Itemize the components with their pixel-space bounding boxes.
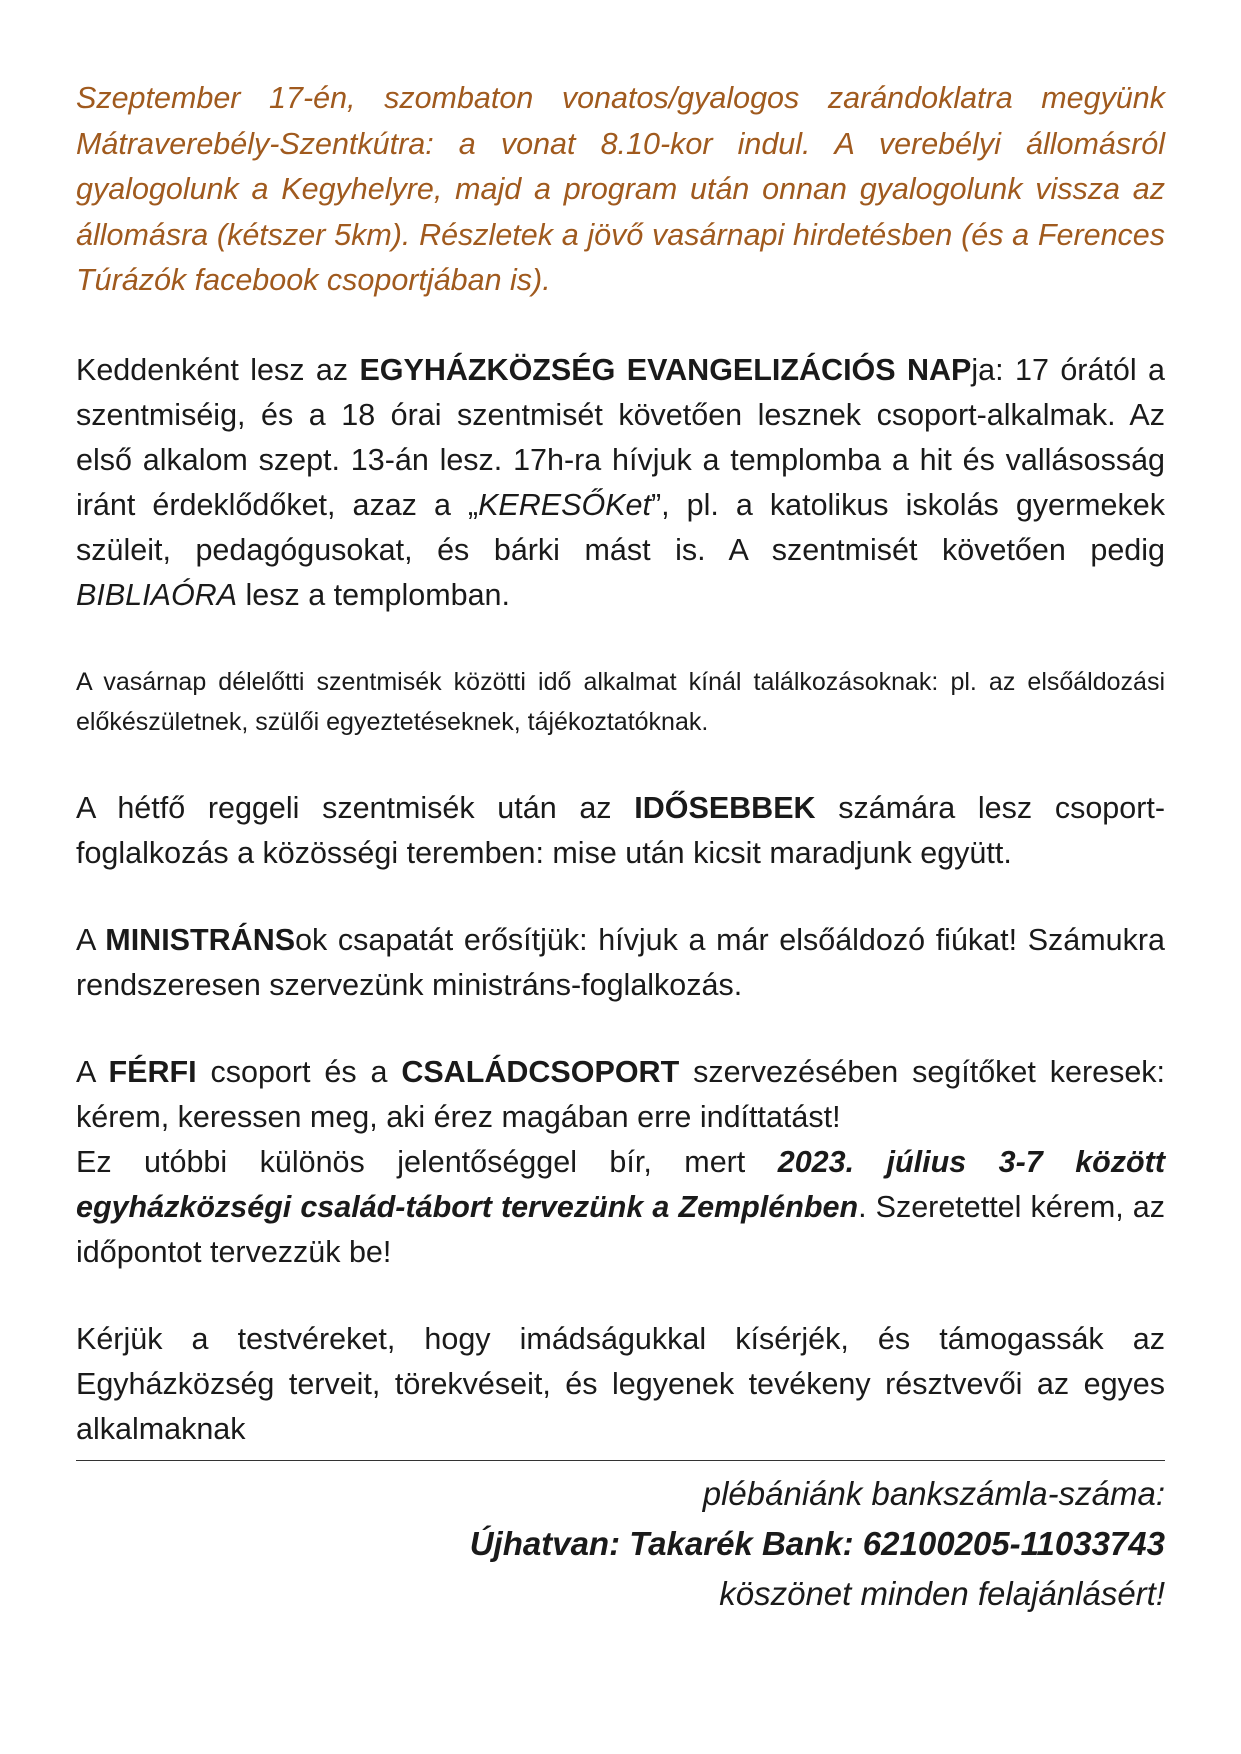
elderly-group-announcement: A hétfő reggeli szentmisék után az IDŐSEBBEK számára lesz csoport-foglalkozás a közösségi teremben: mise után kicsit maradjunk együtt. [76, 790, 1165, 870]
bank-account-number: Újhatvan: Takarék Bank: 62100205-11033743 [469, 1524, 1165, 1562]
evangelization-day-heading: EGYHÁZKÖZSÉG EVANGELIZÁCIÓS NAP [359, 352, 972, 387]
bible-hour-term: BIBLIAÓRA [76, 577, 238, 612]
evangelization-day-announcement: Keddenként lesz az EGYHÁZKÖZSÉG EVANGELIZÁCIÓS NAPja: 17 órától a szentmiséig, és a 18 órai szentmisét követően lesznek csoport-alkalmak. Az első alkalom szept. 13-án lesz. 17h-ra hívjuk a templomba a hit és vallásosság iránt érdeklődőket, azaz a „KERESŐKet”, pl. a katolikus iskolás gyermekek szüleit, pedagógusokat, és bárki mást is. A szentmisét követően pedig BIBLIAÓRA lesz a templomban. [76, 352, 1165, 612]
groups-announcement: A FÉRFI csoport és a CSALÁDCSOPORT szervezésében segítőket keresek: kérem, keressen meg, aki érez magában erre indíttatást! [76, 1054, 1166, 1134]
thank-you-note: köszönet minden felajánlásért! [719, 1574, 1165, 1612]
elderly-heading: IDŐSEBBEK [634, 790, 816, 825]
bank-account-block [76, 1469, 1165, 1619]
family-camp-dates: 2023. július 3-7 között egyházközségi család-tábort tervezünk a Zemplénben [76, 1144, 1165, 1224]
altar-servers-announcement: A MINISTRÁNSok csapatát erősítjük: hívjuk a már elsőáldozó fiúkat! Számukra rendszeresen szervezünk ministráns-foglalkozás. [76, 922, 1165, 1002]
divider-line [76, 1460, 1165, 1461]
altar-servers-heading: MINISTRÁNS [105, 922, 296, 957]
bank-account-label: plébániánk bankszámla-száma: [702, 1474, 1165, 1512]
family-group-heading: CSALÁDCSOPORT [401, 1054, 680, 1089]
men-group-heading: FÉRFI [108, 1054, 197, 1089]
family-camp-announcement: Ez utóbbi különös jelentőséggel bír, mert 2023. július 3-7 között egyházközségi család-tábort tervezünk a Zemplénben. Szeretettel kérem, az időpontot tervezzük be! [76, 1144, 1165, 1269]
seekers-term: KERESŐKet [478, 487, 651, 522]
sunday-meetings-note: A vasárnap délelőtti szentmisék közötti idő alkalmat kínál találkozásoknak: pl. az elsőáldozási előkészületnek, szülői egyeztetéseknek, tájékoztatóknak. [76, 667, 1165, 736]
closing-request: Kérjük a testvéreket, hogy imádságukkal kísérjék, és támogassák az Egyházközség terveit, törekvéseit, és legyenek tevékeny résztvevői az egyes alkalmaknak [76, 1321, 1165, 1446]
pilgrimage-announcement: Szeptember 17-én, szombaton vonatos/gyalogos zarándoklatra megyünk Mátraverebély-Szentkútra: a vonat 8.10-kor indul. A verebélyi állomásról gyalogolunk a Kegyhelyre, majd a program után onnan gyalogolunk vissza az állomásra (kétszer 5km). Részletek a jövő vasárnapi hirdetésben (és a Ferences Túrázók facebook csoportjában is). [76, 81, 1165, 297]
